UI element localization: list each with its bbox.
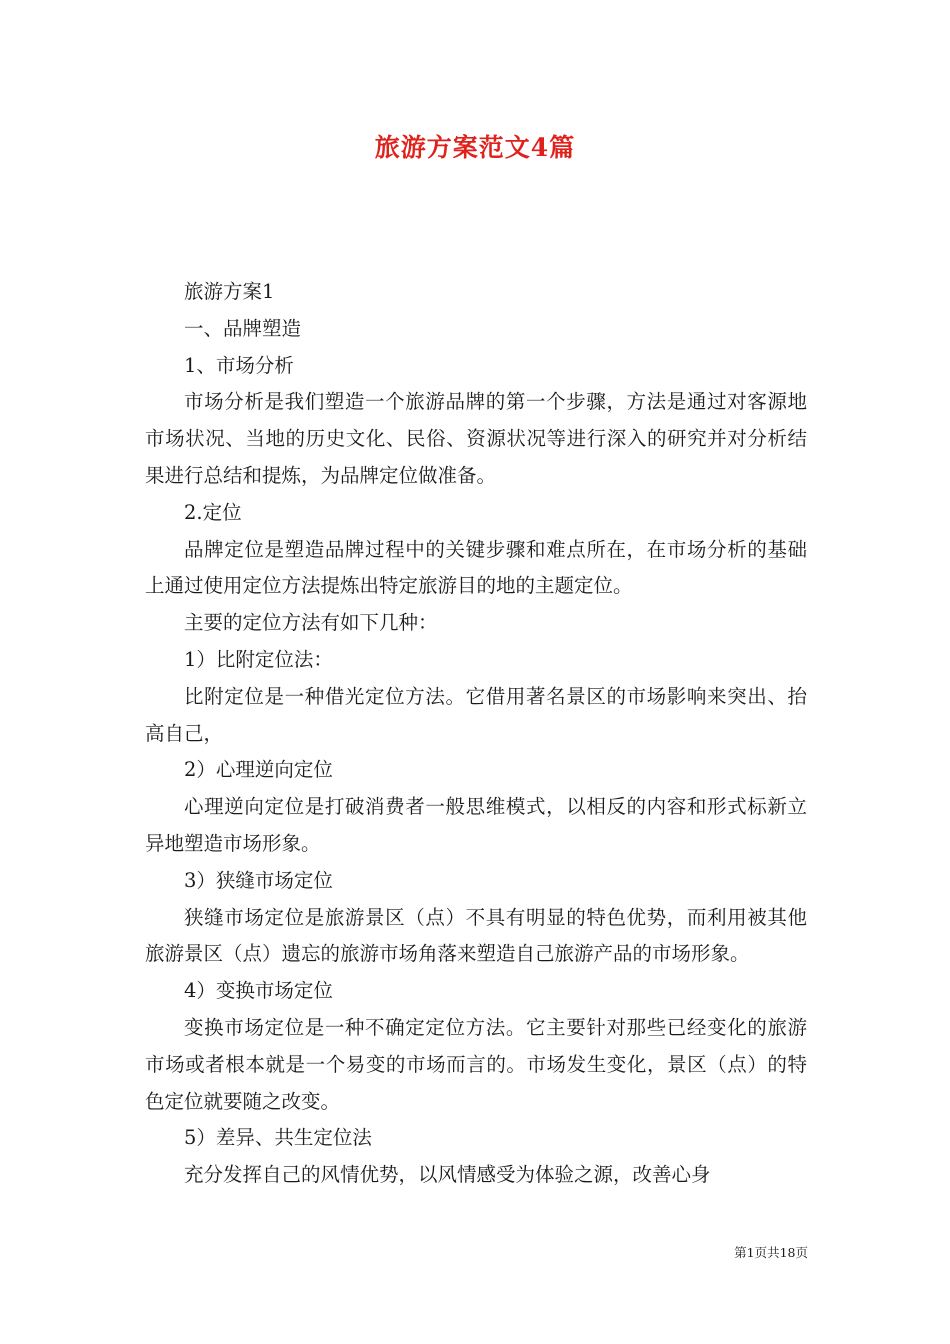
paragraph: 心理逆向定位是打破消费者一般思维模式，以相反的内容和形式标新立异地塑造市场形象。 [145, 795, 807, 855]
paragraph: 1、市场分析 [184, 353, 294, 377]
paragraph: 4）变换市场定位 [184, 979, 333, 1003]
paragraph: 5）差异、共生定位法 [184, 1126, 372, 1150]
paragraph: 比附定位是一种借光定位方法。它借用著名景区的市场影响来突出、抬高自己， [145, 684, 807, 745]
document-body [145, 274, 807, 1194]
paragraph: 市场分析是我们塑造一个旅游品牌的第一个步骤，方法是通过对客源地市场状况、当地的历史文化、民俗、资源状况等进行深入的研究并对分析结果进行总结和提炼，为品牌定位做准备。 [145, 390, 807, 487]
document-title: 旅游方案范文4篇 [374, 133, 576, 162]
paragraph: 2.定位 [184, 500, 242, 524]
paragraph: 旅游方案1 [184, 280, 275, 303]
page-number-footer: 第1页共18页 [734, 1245, 808, 1260]
paragraph: 变换市场定位是一种不确定定位方法。它主要针对那些已经变化的旅游市场或者根本就是一个易变的市场而言的。市场发生变化，景区（点）的特色定位就要随之改变。 [145, 1015, 807, 1113]
paragraph: 充分发挥自己的风情优势，以风情感受为体验之源，改善心身 [184, 1163, 711, 1187]
paragraph: 狭缝市场定位是旅游景区（点）不具有明显的特色优势，而利用被其他旅游景区（点）遗忘的旅游市场角落来塑造自己旅游产品的市场形象。 [145, 905, 807, 966]
paragraph: 2）心理逆向定位 [184, 758, 333, 782]
paragraph: 品牌定位是塑造品牌过程中的关键步骤和难点所在，在市场分析的基础上通过使用定位方法提炼出特定旅游目的地的主题定位。 [145, 537, 807, 598]
paragraph: 3）狭缝市场定位 [184, 868, 333, 892]
paragraph: 1）比附定位法： [184, 647, 333, 671]
paragraph: 主要的定位方法有如下几种： [184, 611, 438, 635]
paragraph: 一、品牌塑造 [184, 316, 302, 340]
